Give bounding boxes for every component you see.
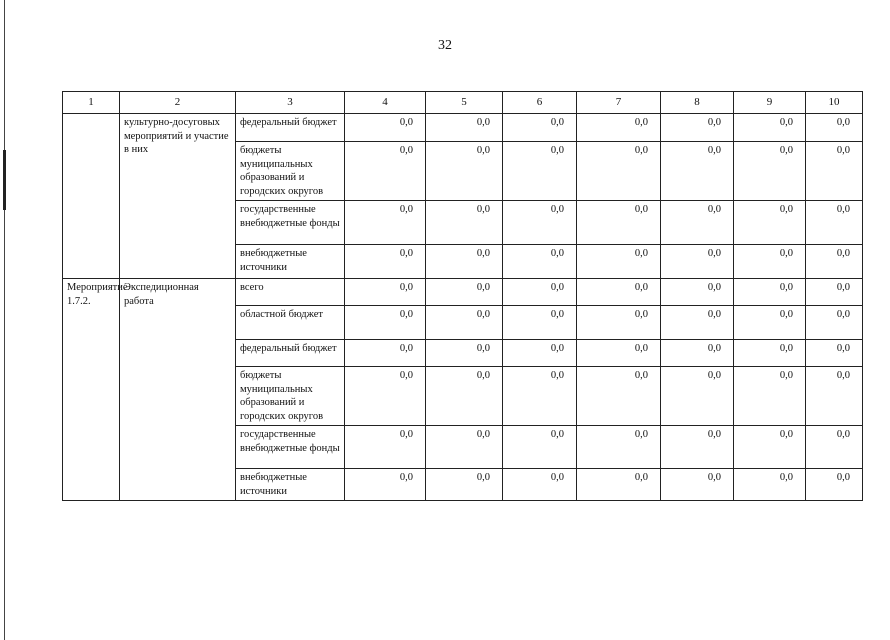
value-cell: 0,0 [806,245,863,279]
budget-table [62,91,863,501]
value-cell: 0,0 [345,142,426,201]
value-cell: 0,0 [503,306,577,340]
header-cell: 5 [426,92,503,114]
table-header-row [63,92,863,114]
value-cell: 0,0 [345,114,426,142]
value-cell: 0,0 [661,114,734,142]
value-cell: 0,0 [426,114,503,142]
funding-source-cell: всего [236,279,345,306]
value-cell: 0,0 [577,279,661,306]
value-cell: 0,0 [806,114,863,142]
value-cell: 0,0 [426,142,503,201]
value-cell: 0,0 [345,279,426,306]
value-cell: 0,0 [345,201,426,245]
value-cell: 0,0 [661,245,734,279]
value-cell: 0,0 [577,142,661,201]
value-cell: 0,0 [734,201,806,245]
header-cell: 6 [503,92,577,114]
value-cell: 0,0 [577,201,661,245]
value-cell: 0,0 [734,367,806,426]
value-cell: 0,0 [503,114,577,142]
value-cell: 0,0 [577,340,661,367]
funding-source-cell: государственные внебюджетные фонды [236,426,345,469]
value-cell: 0,0 [426,426,503,469]
funding-source-cell: бюджеты муниципальных образований и городских округов [236,142,345,201]
value-cell: 0,0 [806,201,863,245]
value-cell: 0,0 [661,142,734,201]
value-cell: 0,0 [806,340,863,367]
table-row [63,279,863,306]
value-cell: 0,0 [734,142,806,201]
event-id-cell: Мероприятие 1.7.2. [63,279,120,501]
funding-source-cell: внебюджетные источники [236,245,345,279]
value-cell: 0,0 [734,245,806,279]
value-cell: 0,0 [345,340,426,367]
value-cell: 0,0 [734,340,806,367]
value-cell: 0,0 [503,142,577,201]
value-cell: 0,0 [661,306,734,340]
value-cell: 0,0 [503,426,577,469]
event-name-cell: Экспедиционная работа [120,279,236,501]
page-number: 32 [438,38,452,53]
funding-source-cell: внебюджетные источники [236,469,345,501]
scan-edge-mark [3,150,6,210]
event-id-cell [63,114,120,279]
value-cell: 0,0 [577,367,661,426]
header-cell: 7 [577,92,661,114]
value-cell: 0,0 [503,340,577,367]
value-cell: 0,0 [345,306,426,340]
value-cell: 0,0 [734,469,806,501]
funding-source-cell: федеральный бюджет [236,114,345,142]
value-cell: 0,0 [426,367,503,426]
header-cell: 8 [661,92,734,114]
value-cell: 0,0 [426,340,503,367]
value-cell: 0,0 [806,426,863,469]
value-cell: 0,0 [503,367,577,426]
value-cell: 0,0 [806,306,863,340]
header-cell: 9 [734,92,806,114]
scan-edge-line [4,0,5,640]
header-cell: 10 [806,92,863,114]
value-cell: 0,0 [661,201,734,245]
value-cell: 0,0 [426,469,503,501]
value-cell: 0,0 [734,426,806,469]
value-cell: 0,0 [577,114,661,142]
funding-source-cell: бюджеты муниципальных образований и городских округов [236,367,345,426]
value-cell: 0,0 [806,142,863,201]
value-cell: 0,0 [345,469,426,501]
value-cell: 0,0 [345,245,426,279]
value-cell: 0,0 [503,279,577,306]
header-cell: 4 [345,92,426,114]
value-cell: 0,0 [661,469,734,501]
value-cell: 0,0 [734,279,806,306]
value-cell: 0,0 [503,469,577,501]
event-name-cell: культурно-досуговых мероприятий и участие в них [120,114,236,279]
value-cell: 0,0 [806,469,863,501]
value-cell: 0,0 [426,279,503,306]
funding-source-cell: областной бюджет [236,306,345,340]
value-cell: 0,0 [426,306,503,340]
value-cell: 0,0 [806,279,863,306]
value-cell: 0,0 [426,201,503,245]
value-cell: 0,0 [577,469,661,501]
funding-source-cell: государственные внебюджетные фонды [236,201,345,245]
value-cell: 0,0 [577,426,661,469]
header-cell: 1 [63,92,120,114]
value-cell: 0,0 [503,245,577,279]
value-cell: 0,0 [345,367,426,426]
header-cell: 2 [120,92,236,114]
value-cell: 0,0 [661,426,734,469]
table-row [63,114,863,142]
value-cell: 0,0 [577,306,661,340]
value-cell: 0,0 [734,114,806,142]
funding-source-cell: федеральный бюджет [236,340,345,367]
value-cell: 0,0 [345,426,426,469]
value-cell: 0,0 [661,340,734,367]
value-cell: 0,0 [806,367,863,426]
value-cell: 0,0 [426,245,503,279]
value-cell: 0,0 [577,245,661,279]
value-cell: 0,0 [503,201,577,245]
header-cell: 3 [236,92,345,114]
value-cell: 0,0 [734,306,806,340]
value-cell: 0,0 [661,367,734,426]
value-cell: 0,0 [661,279,734,306]
